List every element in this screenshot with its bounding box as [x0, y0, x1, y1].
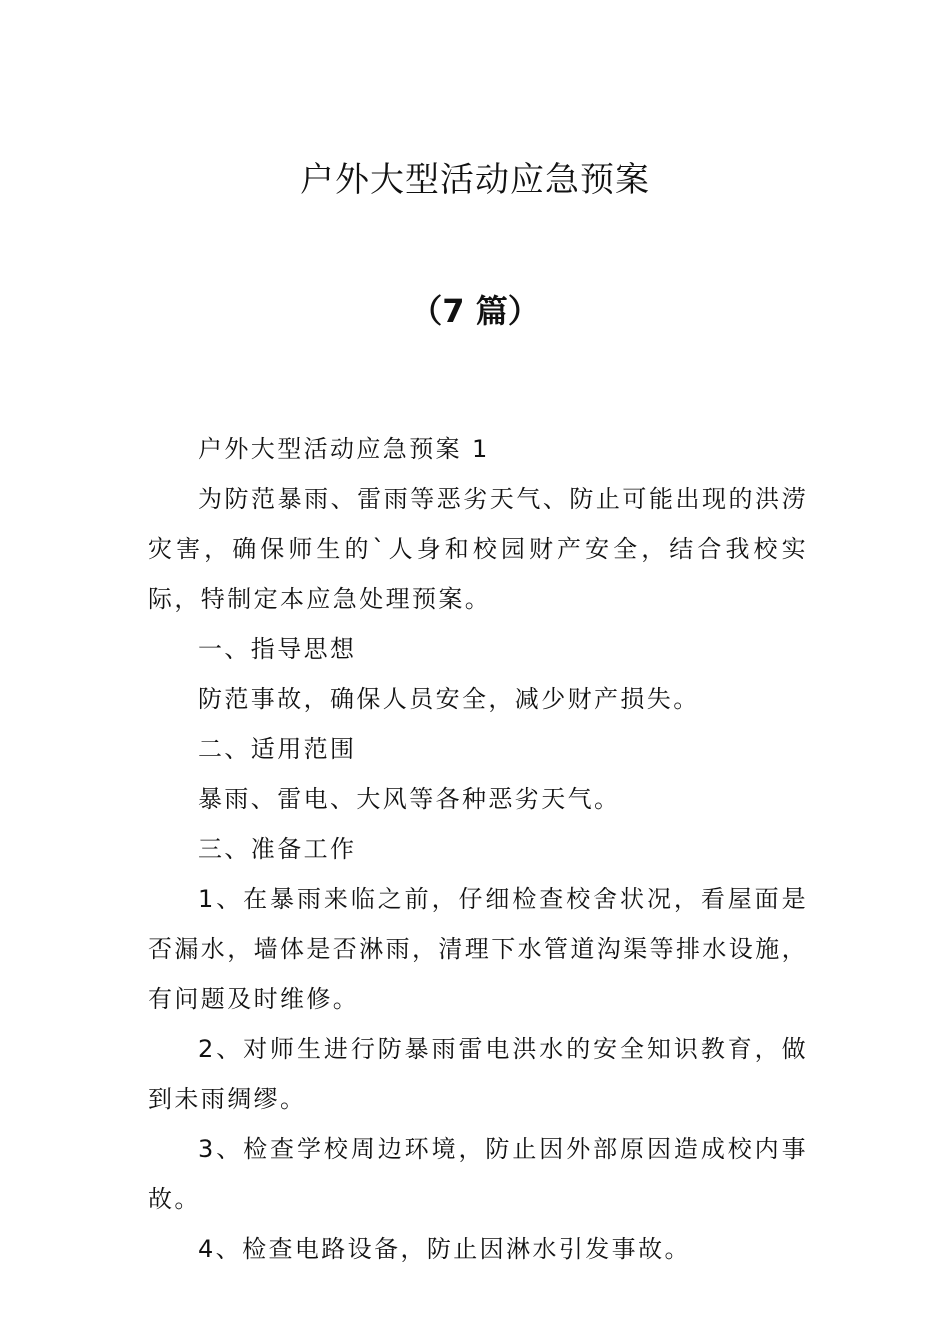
section-heading: 一、指导思想 [198, 635, 357, 663]
document-subtitle: （7 篇） [410, 292, 540, 330]
list-item: 2、对师生进行防暴雨雷电洪水的安全知识教育，做到未雨绸缪。 [148, 1035, 808, 1113]
document-title: 户外大型活动应急预案 [300, 160, 650, 200]
document-body [148, 424, 808, 1274]
section-heading: 二、适用范围 [198, 735, 357, 763]
body-paragraph: 为防范暴雨、雷雨等恶劣天气、防止可能出现的洪涝灾害，确保师生的`人身和校园财产安全，结合我校实际，特制定本应急处理预案。 [148, 485, 808, 613]
body-paragraph: 暴雨、雷电、大风等各种恶劣天气。 [198, 785, 621, 813]
section-heading: 户外大型活动应急预案 1 [198, 435, 490, 463]
list-item: 3、检查学校周边环境，防止因外部原因造成校内事故。 [148, 1135, 808, 1213]
body-paragraph: 防范事故，确保人员安全，减少财产损失。 [198, 685, 700, 713]
list-item: 1、在暴雨来临之前，仔细检查校舍状况，看屋面是否漏水，墙体是否淋雨，清理下水管道沟渠等排水设施，有问题及时维修。 [148, 885, 808, 1013]
list-item: 4、检查电路设备，防止因淋水引发事故。 [198, 1235, 691, 1263]
section-heading: 三、准备工作 [198, 835, 357, 863]
